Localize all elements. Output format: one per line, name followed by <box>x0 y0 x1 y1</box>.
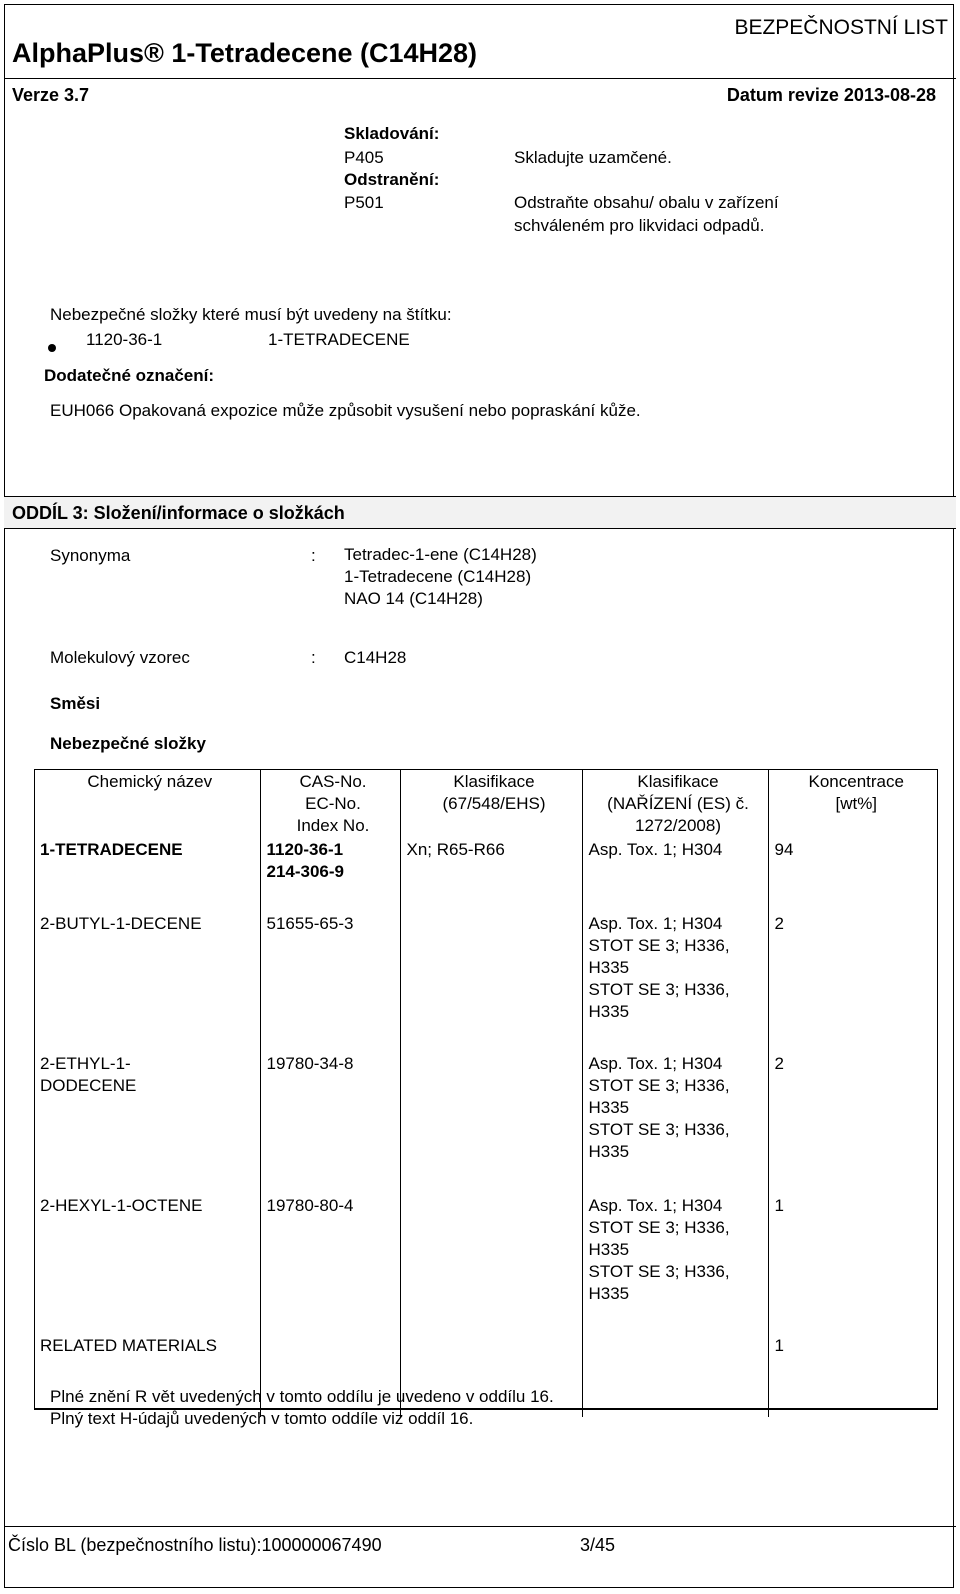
header-concentration: Koncentrace [wt%] <box>768 769 938 837</box>
formula-colon: : <box>311 648 316 667</box>
note: Plné znění R vět uvedených v tomto oddílu je uvedeno v oddílu 16. <box>50 1387 554 1406</box>
cell-class-67-548 <box>400 1187 582 1327</box>
disposal-heading: Odstranění: <box>344 170 440 189</box>
label-components-intro: Nebezpečné složky které musí být uvedeny na štítku: <box>50 305 452 324</box>
disposal-code: P501 <box>344 193 384 212</box>
cell-class-67-548: Xn; R65-R66 <box>400 837 582 905</box>
header-class-1272-2008: Klasifikace (NAŘÍZENÍ (ES) č. 1272/2008) <box>582 769 768 837</box>
sds-number: Číslo BL (bezpečnostního listu):100000067490 <box>8 1535 382 1555</box>
cell-concentration: 2 <box>768 1045 938 1187</box>
cell-concentration: 1 <box>768 1327 938 1417</box>
cell-concentration: 2 <box>768 905 938 1045</box>
cell-class-1272-2008: Asp. Tox. 1; H304 STOT SE 3; H336, H335 STOT SE 3; H336, H335 <box>582 1045 768 1187</box>
note: Plný text H-údajů uvedených v tomto oddíle viz oddíl 16. <box>50 1409 474 1428</box>
composition-table <box>34 769 938 1417</box>
cell-concentration: 94 <box>768 837 938 905</box>
footer-divider <box>4 1526 956 1527</box>
header-ids: CAS-No. EC-No. Index No. <box>260 769 400 837</box>
cell-concentration: 1 <box>768 1187 938 1327</box>
cell-ids: 19780-80-4 <box>260 1187 400 1327</box>
cell-ids: 1120-36-1 214-306-9 <box>260 837 400 905</box>
cell-class-1272-2008: Asp. Tox. 1; H304 STOT SE 3; H336, H335 STOT SE 3; H336, H335 <box>582 1187 768 1327</box>
product-title: AlphaPlus® 1-Tetradecene (C14H28) <box>12 38 478 68</box>
table-row <box>34 837 938 905</box>
synonym: NAO 14 (C14H28) <box>344 589 483 608</box>
version: Verze 3.7 <box>12 85 90 105</box>
cell-class-1272-2008: Asp. Tox. 1; H304 <box>582 837 768 905</box>
cell-class-67-548 <box>400 1045 582 1187</box>
storage-code: P405 <box>344 148 384 167</box>
disposal-text-1: Odstraňte obsahu/ obalu v zařízení <box>514 193 779 212</box>
additional-labelling-heading: Dodatečné označení: <box>44 366 215 385</box>
cell-class-1272-2008 <box>582 1327 768 1417</box>
notes <box>50 1386 554 1430</box>
cell-name: 2-ETHYL-1- DODECENE <box>40 1054 137 1095</box>
cell-name: 2-BUTYL-1-DECENE <box>40 914 202 933</box>
table-row <box>34 905 938 1045</box>
hazardous-components-heading: Nebezpečné složky <box>50 734 206 753</box>
header-class-67-548: Klasifikace (67/548/EHS) <box>400 769 582 837</box>
cell-class-1272-2008: Asp. Tox. 1; H304 STOT SE 3; H336, H335 STOT SE 3; H336, H335 <box>582 905 768 1045</box>
formula-label: Molekulový vzorec <box>50 648 190 667</box>
mixtures-heading: Směsi <box>50 694 101 713</box>
revision-date: Datum revize 2013-08-28 <box>726 85 936 105</box>
synonyms-list <box>344 544 537 610</box>
storage-heading: Skladování: <box>344 124 440 143</box>
synonym: 1-Tetradecene (C14H28) <box>344 567 532 586</box>
cell-ids: 51655-65-3 <box>260 905 400 1045</box>
header-name: Chemický název <box>87 772 213 791</box>
cell-ids: 19780-34-8 <box>260 1045 400 1187</box>
label-component-name: 1-TETRADECENE <box>268 330 410 349</box>
synonyms-label: Synonyma <box>50 546 131 565</box>
document-type: BEZPEČNOSTNÍ LIST <box>734 16 948 39</box>
cell-name: RELATED MATERIALS <box>40 1336 217 1355</box>
table-row <box>34 1045 938 1187</box>
section-3-title: ODDÍL 3: Složení/informace o složkách <box>12 503 345 523</box>
synonyms-colon: : <box>311 546 316 565</box>
additional-labelling-text: EUH066 Opakovaná expozice může způsobit vysušení nebo popraskání kůže. <box>50 401 641 420</box>
table-row <box>34 1187 938 1327</box>
bullet-icon <box>48 344 56 352</box>
synonym: Tetradec-1-ene (C14H28) <box>344 545 537 564</box>
section-3-bar <box>4 496 956 529</box>
header-divider <box>4 78 956 79</box>
cell-name: 2-HEXYL-1-OCTENE <box>40 1196 203 1215</box>
cell-name: 1-TETRADECENE <box>40 840 183 859</box>
disposal-text-2: schváleném pro likvidaci odpadů. <box>514 216 765 235</box>
table-header-row <box>34 769 938 837</box>
formula-value: C14H28 <box>344 648 407 667</box>
cell-class-67-548 <box>400 905 582 1045</box>
label-component-cas: 1120-36-1 <box>86 330 163 349</box>
page-number: 3/45 <box>580 1535 616 1555</box>
storage-text: Skladujte uzamčené. <box>514 148 672 167</box>
